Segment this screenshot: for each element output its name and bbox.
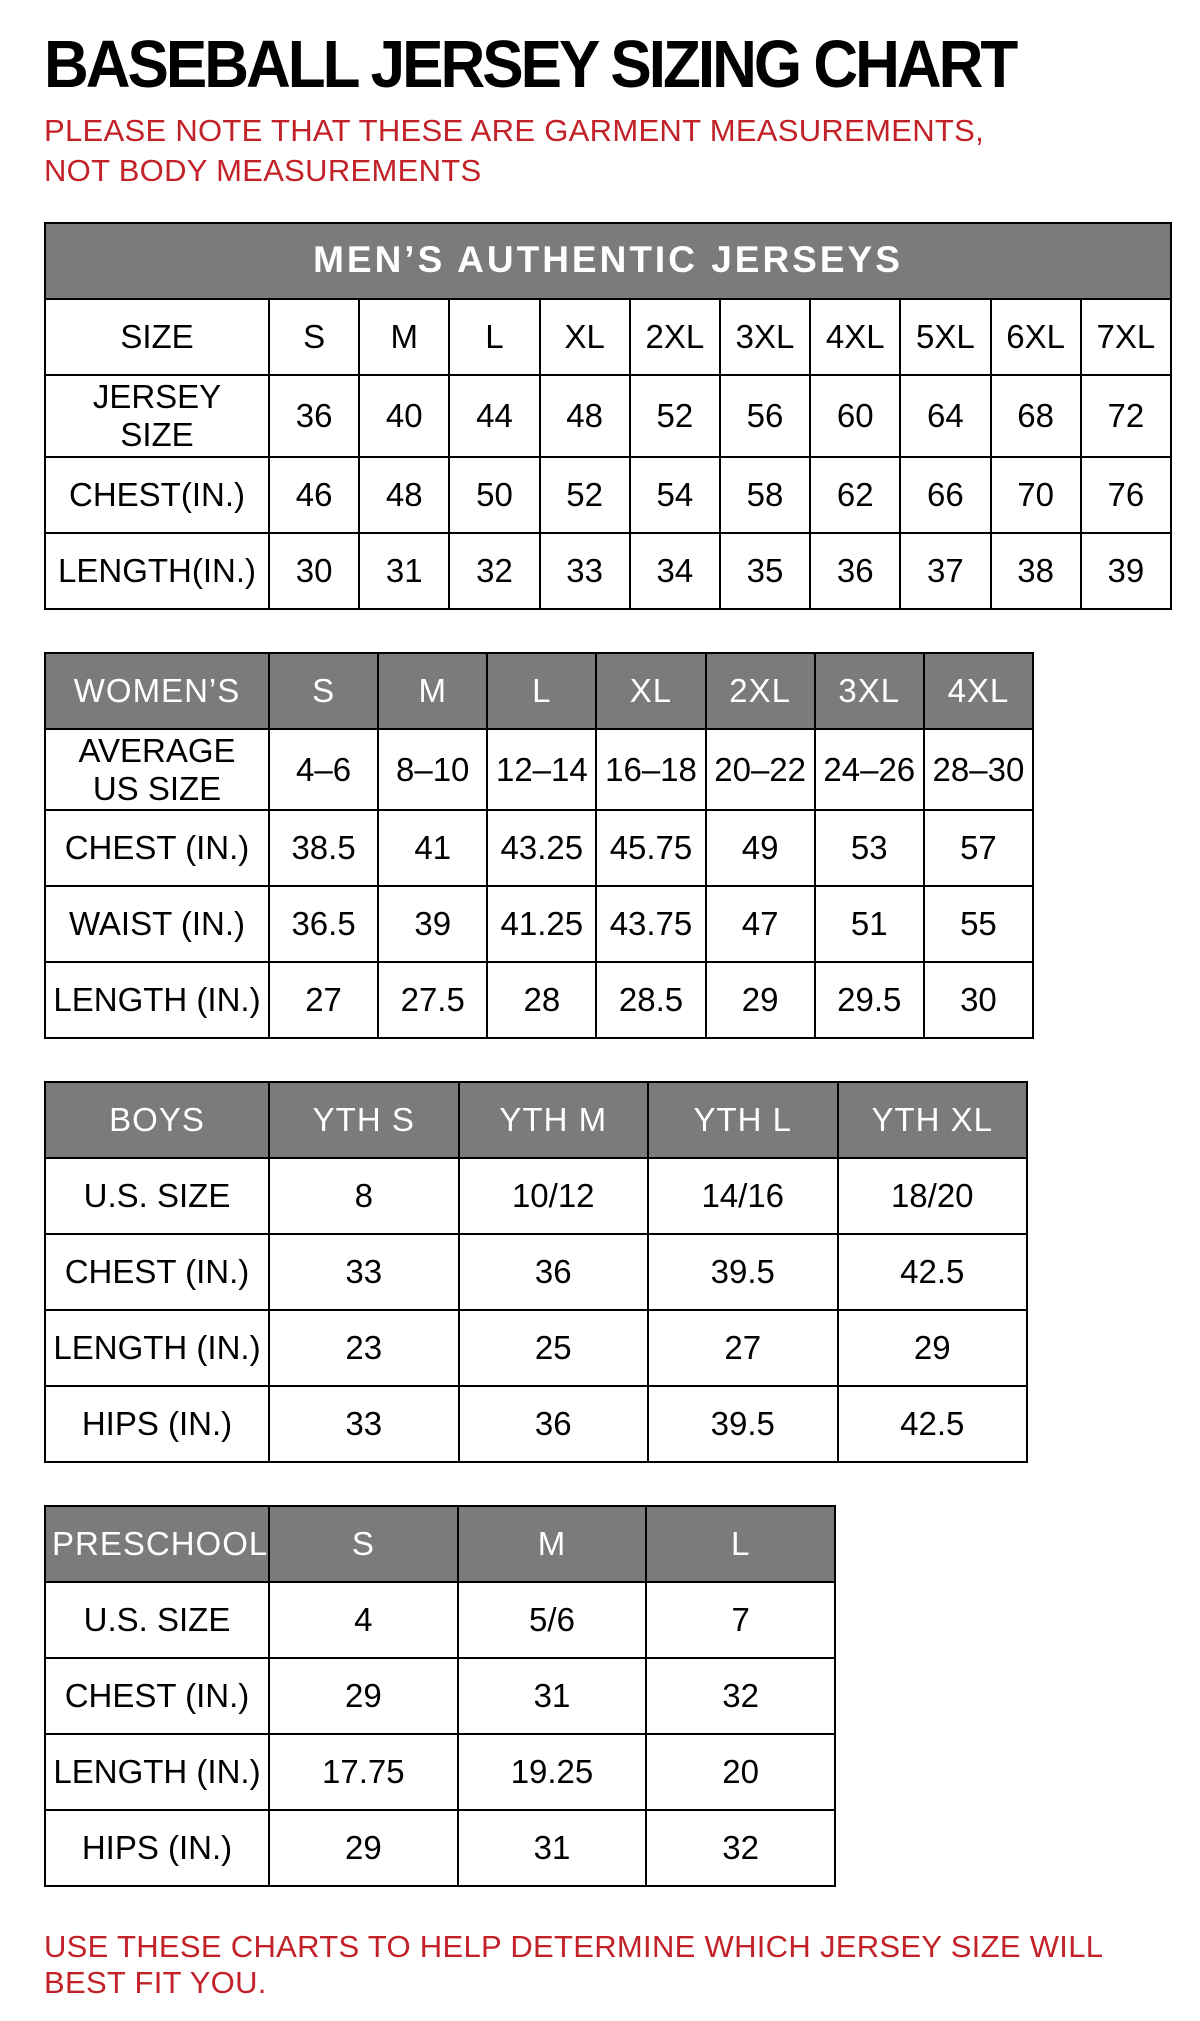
- table-cell: 20–22: [706, 729, 815, 811]
- table-cell: 37: [900, 533, 990, 609]
- column-header: S: [269, 653, 378, 729]
- table-row: [45, 1734, 835, 1810]
- table-cell: 31: [359, 533, 449, 609]
- table-cell: 3XL: [720, 299, 810, 375]
- table-cell: 18/20: [838, 1158, 1028, 1234]
- table-cell: 28: [487, 962, 596, 1038]
- row-label: LENGTH (IN.): [45, 1734, 269, 1810]
- row-label: LENGTH (IN.): [45, 962, 269, 1038]
- table-cell: 33: [269, 1234, 459, 1310]
- table-cell: 25: [459, 1310, 649, 1386]
- page-title: BASEBALL JERSEY SIZING CHART: [44, 27, 1016, 103]
- table-cell: 29: [706, 962, 815, 1038]
- preschool-sizing-table: [44, 1505, 836, 1887]
- row-label: CHEST (IN.): [45, 810, 269, 886]
- table-row: [45, 1310, 1027, 1386]
- table-row: [45, 886, 1033, 962]
- table-cell: 52: [540, 457, 630, 533]
- table-cell: 27: [648, 1310, 838, 1386]
- table-cell: 38: [991, 533, 1081, 609]
- table-row: [45, 1158, 1027, 1234]
- row-label: AVERAGE US SIZE: [45, 729, 269, 811]
- mens-grid: [44, 222, 1172, 610]
- table-cell: 24–26: [815, 729, 924, 811]
- table-cell: 32: [646, 1810, 835, 1886]
- table-row: [45, 1810, 835, 1886]
- table-cell: 33: [540, 533, 630, 609]
- table-cell: 62: [810, 457, 900, 533]
- table-cell: 4XL: [810, 299, 900, 375]
- footer-note: USE THESE CHARTS TO HELP DETERMINE WHICH JERSEY SIZE WILL BEST FIT YOU.: [44, 1929, 1103, 2001]
- table-cell: 54: [630, 457, 720, 533]
- row-label: U.S. SIZE: [45, 1582, 269, 1658]
- table-row: [45, 729, 1033, 811]
- table-cell: 70: [991, 457, 1081, 533]
- table-cell: 32: [449, 533, 539, 609]
- table-cell: L: [449, 299, 539, 375]
- table-cell: 4–6: [269, 729, 378, 811]
- mens-banner: MEN’S AUTHENTIC JERSEYS: [45, 223, 1171, 299]
- table-cell: 43.25: [487, 810, 596, 886]
- column-header: L: [487, 653, 596, 729]
- table-cell: 45.75: [596, 810, 705, 886]
- table-cell: 60: [810, 375, 900, 457]
- table-cell: 7XL: [1081, 299, 1171, 375]
- table-cell: 41.25: [487, 886, 596, 962]
- table-cell: 64: [900, 375, 990, 457]
- table-cell: XL: [540, 299, 630, 375]
- boys-sizing-table: [44, 1081, 1028, 1463]
- table-cell: 4: [269, 1582, 458, 1658]
- table-cell: 53: [815, 810, 924, 886]
- row-label: SIZE: [45, 299, 269, 375]
- table-cell: 55: [924, 886, 1033, 962]
- table-cell: 29: [269, 1810, 458, 1886]
- table-cell: 47: [706, 886, 815, 962]
- table-cell: 36: [810, 533, 900, 609]
- table-cell: 34: [630, 533, 720, 609]
- table-cell: 40: [359, 375, 449, 457]
- table-cell: 5/6: [458, 1582, 647, 1658]
- table-cell: 46: [269, 457, 359, 533]
- header-row: [45, 1082, 1027, 1158]
- table-cell: M: [359, 299, 449, 375]
- table-cell: 43.75: [596, 886, 705, 962]
- table-cell: 14/16: [648, 1158, 838, 1234]
- row-label: CHEST (IN.): [45, 1234, 269, 1310]
- womens-grid: [44, 652, 1034, 1040]
- womens-sizing-table: [44, 652, 1034, 1040]
- row-label: LENGTH (IN.): [45, 1310, 269, 1386]
- table-cell: 35: [720, 533, 810, 609]
- table-cell: 72: [1081, 375, 1171, 457]
- row-label: LENGTH(IN.): [45, 533, 269, 609]
- mens-authentic-jerseys-table: [44, 222, 1172, 610]
- table-cell: 49: [706, 810, 815, 886]
- table-cell: 39.5: [648, 1386, 838, 1462]
- table-cell: 36.5: [269, 886, 378, 962]
- table-cell: 19.25: [458, 1734, 647, 1810]
- table-cell: 39: [378, 886, 487, 962]
- table-cell: 29.5: [815, 962, 924, 1038]
- table-cell: 39: [1081, 533, 1171, 609]
- row-label: CHEST(IN.): [45, 457, 269, 533]
- row-label: WAIST (IN.): [45, 886, 269, 962]
- table-cell: 16–18: [596, 729, 705, 811]
- header-row: [45, 653, 1033, 729]
- row-label: CHEST (IN.): [45, 1658, 269, 1734]
- table-cell: 29: [269, 1658, 458, 1734]
- row-label: HIPS (IN.): [45, 1386, 269, 1462]
- table-cell: 7: [646, 1582, 835, 1658]
- header-label: PRESCHOOL: [45, 1506, 269, 1582]
- column-header: 3XL: [815, 653, 924, 729]
- table-cell: 68: [991, 375, 1081, 457]
- table-cell: 20: [646, 1734, 835, 1810]
- preschool-grid: [44, 1505, 836, 1887]
- boys-grid: [44, 1081, 1028, 1463]
- column-header: S: [269, 1506, 458, 1582]
- column-header: L: [646, 1506, 835, 1582]
- table-cell: 32: [646, 1658, 835, 1734]
- table-cell: S: [269, 299, 359, 375]
- table-cell: 31: [458, 1658, 647, 1734]
- table-row: [45, 1386, 1027, 1462]
- row-label: HIPS (IN.): [45, 1810, 269, 1886]
- table-cell: 28–30: [924, 729, 1033, 811]
- column-header: 4XL: [924, 653, 1033, 729]
- column-header: M: [458, 1506, 647, 1582]
- table-cell: 66: [900, 457, 990, 533]
- table-row: [45, 299, 1171, 375]
- table-cell: 30: [269, 533, 359, 609]
- table-row: [45, 962, 1033, 1038]
- table-cell: 12–14: [487, 729, 596, 811]
- column-header: YTH XL: [838, 1082, 1028, 1158]
- banner-row: [45, 223, 1171, 299]
- column-header: XL: [596, 653, 705, 729]
- table-row: [45, 457, 1171, 533]
- table-cell: 36: [459, 1386, 649, 1462]
- table-row: [45, 810, 1033, 886]
- table-cell: 30: [924, 962, 1033, 1038]
- table-row: [45, 1658, 835, 1734]
- column-header: 2XL: [706, 653, 815, 729]
- table-cell: 17.75: [269, 1734, 458, 1810]
- table-cell: 23: [269, 1310, 459, 1386]
- row-label: U.S. SIZE: [45, 1158, 269, 1234]
- table-cell: 31: [458, 1810, 647, 1886]
- table-cell: 28.5: [596, 962, 705, 1038]
- header-row: [45, 1506, 835, 1582]
- table-cell: 29: [838, 1310, 1028, 1386]
- table-row: [45, 375, 1171, 457]
- table-cell: 2XL: [630, 299, 720, 375]
- table-cell: 38.5: [269, 810, 378, 886]
- table-cell: 48: [359, 457, 449, 533]
- table-cell: 6XL: [991, 299, 1081, 375]
- column-header: YTH L: [648, 1082, 838, 1158]
- column-header: YTH M: [459, 1082, 649, 1158]
- table-cell: 52: [630, 375, 720, 457]
- table-cell: 56: [720, 375, 810, 457]
- table-cell: 10/12: [459, 1158, 649, 1234]
- header-label: BOYS: [45, 1082, 269, 1158]
- table-cell: 8: [269, 1158, 459, 1234]
- table-cell: 76: [1081, 457, 1171, 533]
- table-cell: 8–10: [378, 729, 487, 811]
- table-row: [45, 1582, 835, 1658]
- table-cell: 58: [720, 457, 810, 533]
- table-cell: 41: [378, 810, 487, 886]
- table-cell: 5XL: [900, 299, 990, 375]
- column-header: YTH S: [269, 1082, 459, 1158]
- garment-measurements-note: PLEASE NOTE THAT THESE ARE GARMENT MEASUREMENTS, NOT BODY MEASUREMENTS: [44, 113, 985, 189]
- table-cell: 44: [449, 375, 539, 457]
- table-cell: 50: [449, 457, 539, 533]
- table-cell: 57: [924, 810, 1033, 886]
- table-row: [45, 533, 1171, 609]
- table-cell: 33: [269, 1386, 459, 1462]
- table-cell: 42.5: [838, 1386, 1028, 1462]
- column-header: M: [378, 653, 487, 729]
- table-row: [45, 1234, 1027, 1310]
- table-cell: 48: [540, 375, 630, 457]
- table-cell: 36: [459, 1234, 649, 1310]
- header-label: WOMEN’S: [45, 653, 269, 729]
- table-cell: 39.5: [648, 1234, 838, 1310]
- row-label: JERSEY SIZE: [45, 375, 269, 457]
- table-cell: 27: [269, 962, 378, 1038]
- table-cell: 36: [269, 375, 359, 457]
- table-cell: 51: [815, 886, 924, 962]
- table-cell: 42.5: [838, 1234, 1028, 1310]
- table-cell: 27.5: [378, 962, 487, 1038]
